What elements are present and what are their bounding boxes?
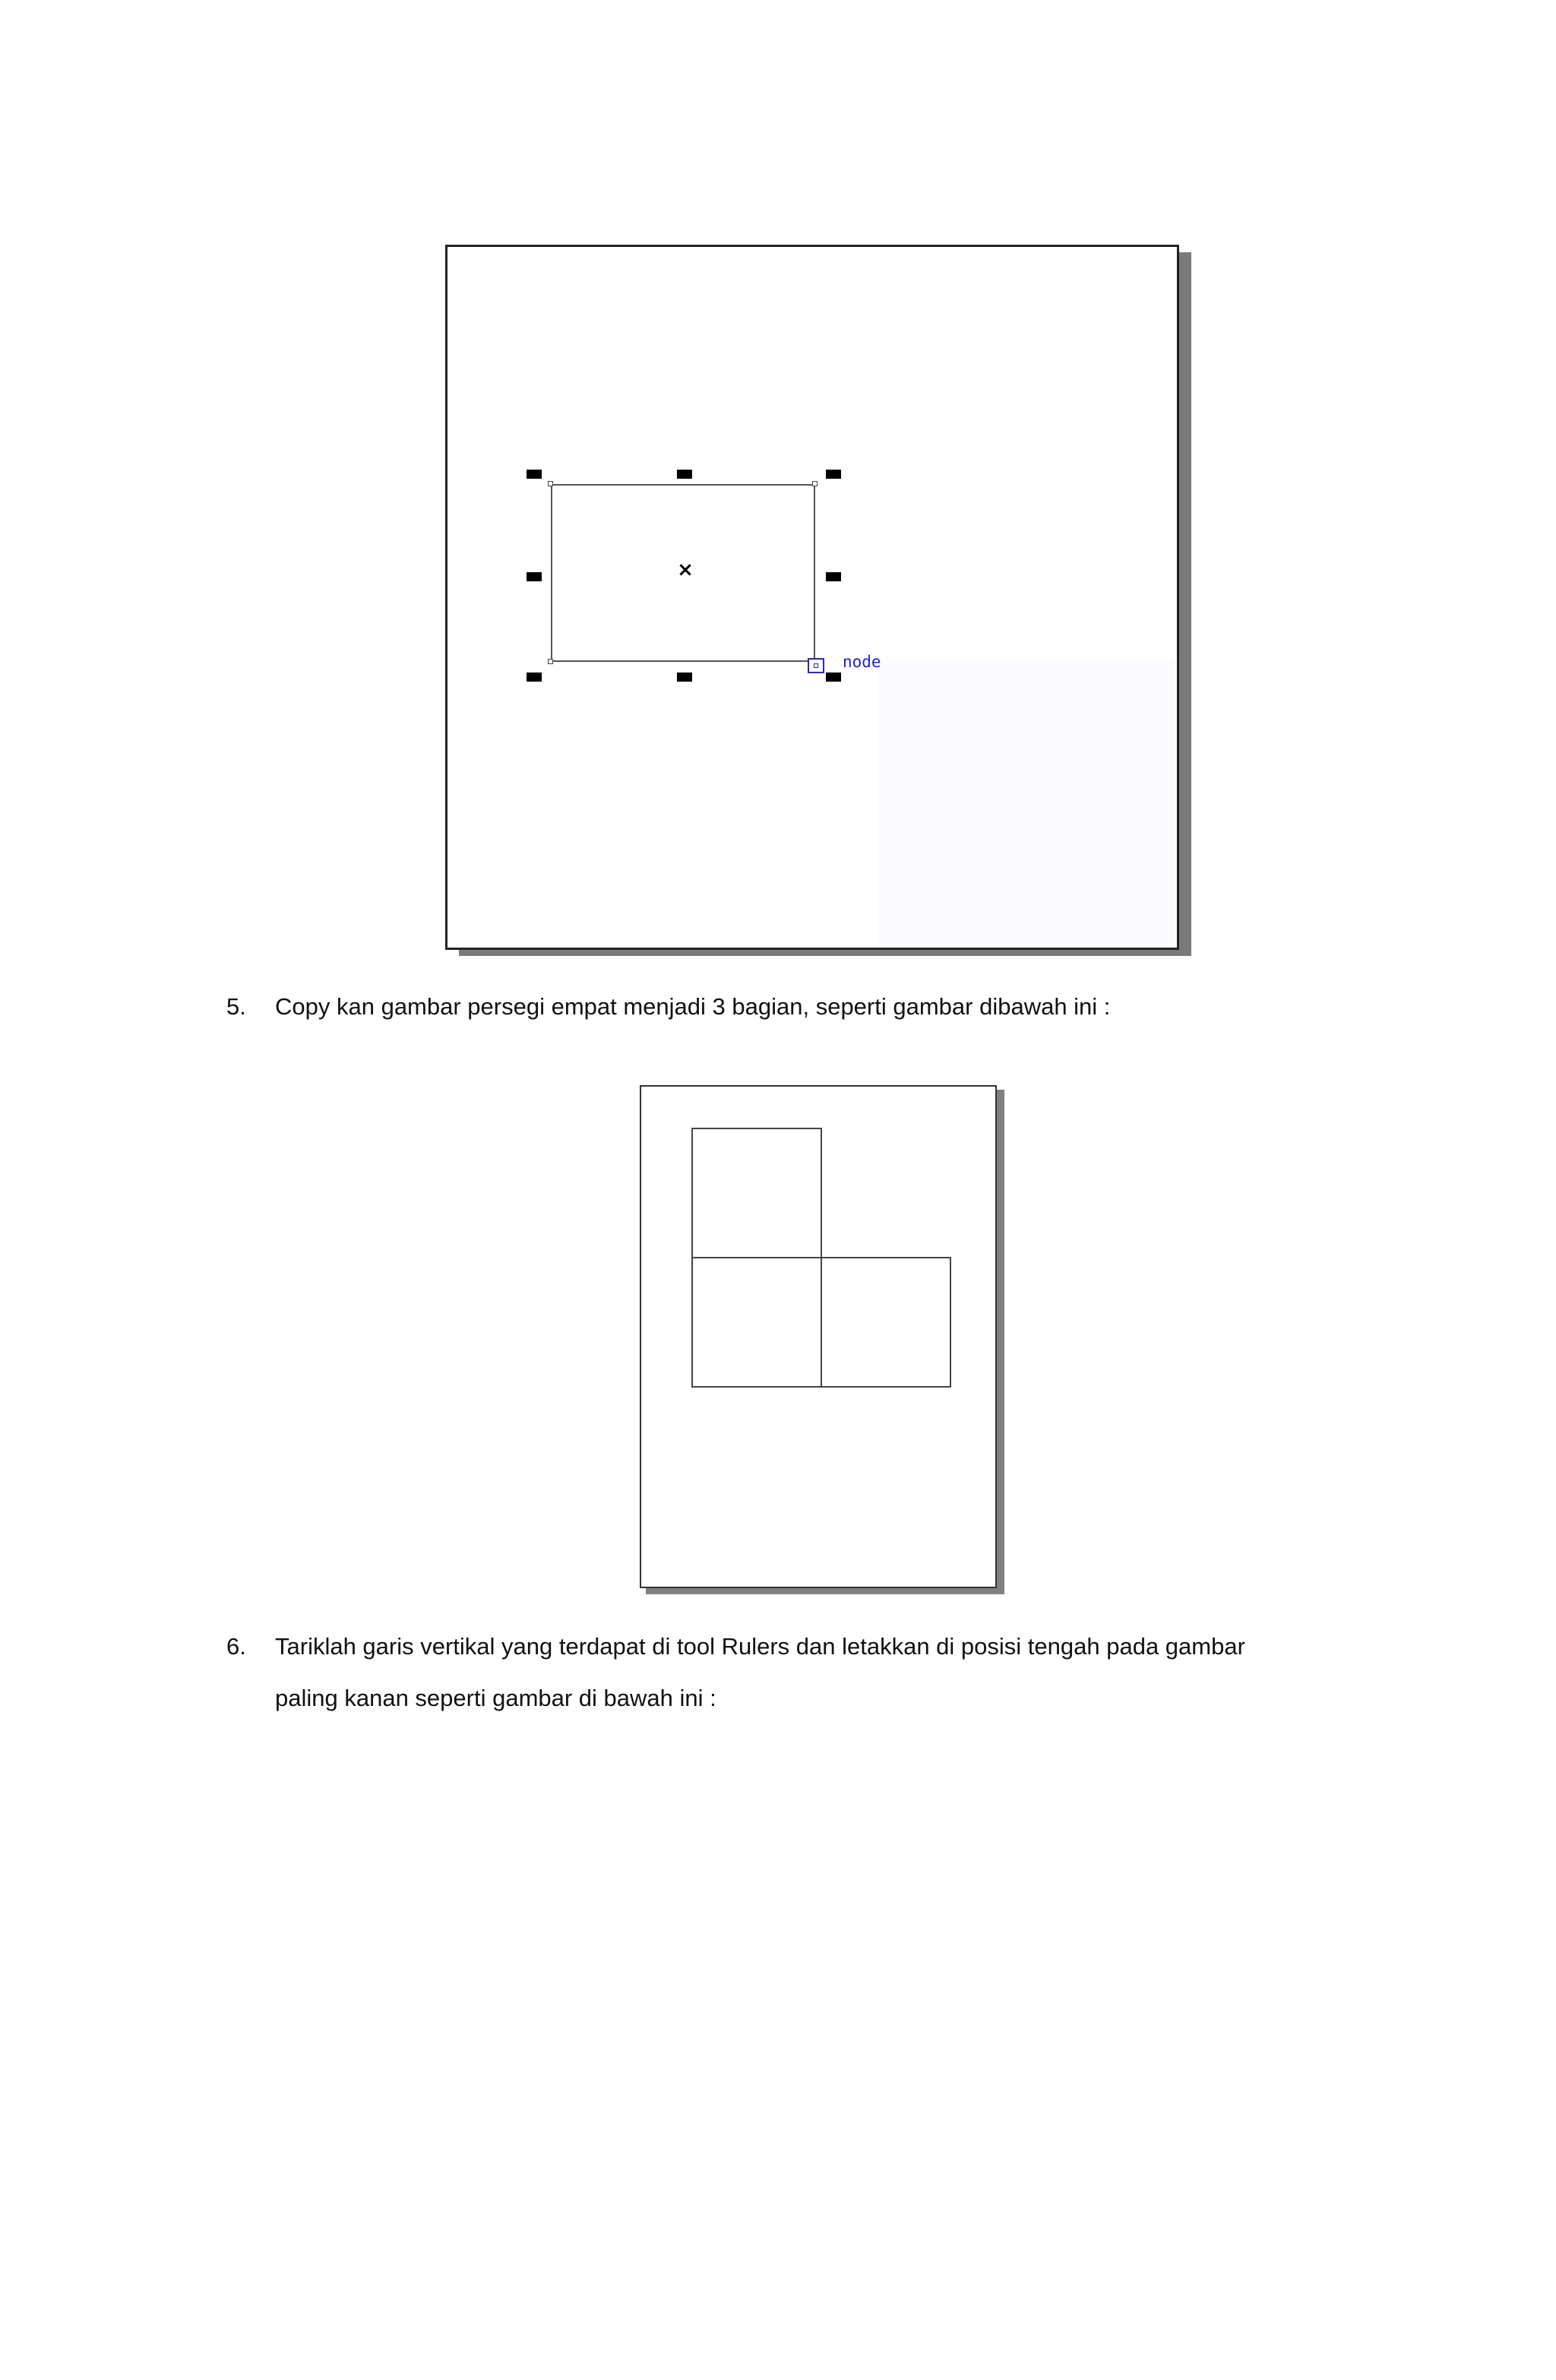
page-faint-area	[879, 657, 1175, 946]
handle-bottom-right[interactable]	[826, 673, 841, 682]
node-label: node	[843, 653, 881, 671]
drawing-page	[640, 1085, 997, 1588]
square-bottom-left[interactable]	[691, 1257, 822, 1388]
step-text-line-1: Tariklah garis vertikal yang terdapat di tool Rulers dan letakkan di posisi tengah pada gambar	[275, 1633, 1245, 1660]
square-top-left[interactable]	[691, 1128, 822, 1258]
center-marker-icon[interactable]: ×	[677, 559, 694, 581]
handle-bottom-center[interactable]	[677, 673, 692, 682]
handle-top-center[interactable]	[677, 470, 692, 479]
step-5	[226, 980, 1366, 1033]
figure-three-squares	[640, 1085, 1004, 1594]
step-text-line-2: paling kanan seperti gambar di bawah ini :	[275, 1685, 716, 1711]
step-6	[226, 1620, 1366, 1726]
figure-selected-rectangle	[445, 245, 1205, 959]
square-bottom-right[interactable]	[821, 1257, 951, 1388]
handle-top-right[interactable]	[826, 470, 841, 479]
corner-node-bottom-left[interactable]	[548, 659, 553, 664]
step-text: Copy kan gambar persegi empat menjadi 3 bagian, seperti gambar dibawah ini :	[275, 993, 1111, 1020]
drawing-page	[445, 245, 1179, 950]
handle-top-left[interactable]	[527, 470, 542, 479]
node-snap-icon	[808, 658, 824, 673]
handle-bottom-left[interactable]	[527, 673, 542, 682]
handle-middle-left[interactable]	[527, 572, 542, 581]
handle-middle-right[interactable]	[826, 572, 841, 581]
step-number: 6.	[226, 1633, 246, 1660]
node-snap-inner	[814, 663, 818, 668]
corner-node-top-left[interactable]	[548, 481, 553, 486]
corner-node-top-right[interactable]	[812, 481, 818, 486]
step-number: 5.	[226, 993, 246, 1020]
